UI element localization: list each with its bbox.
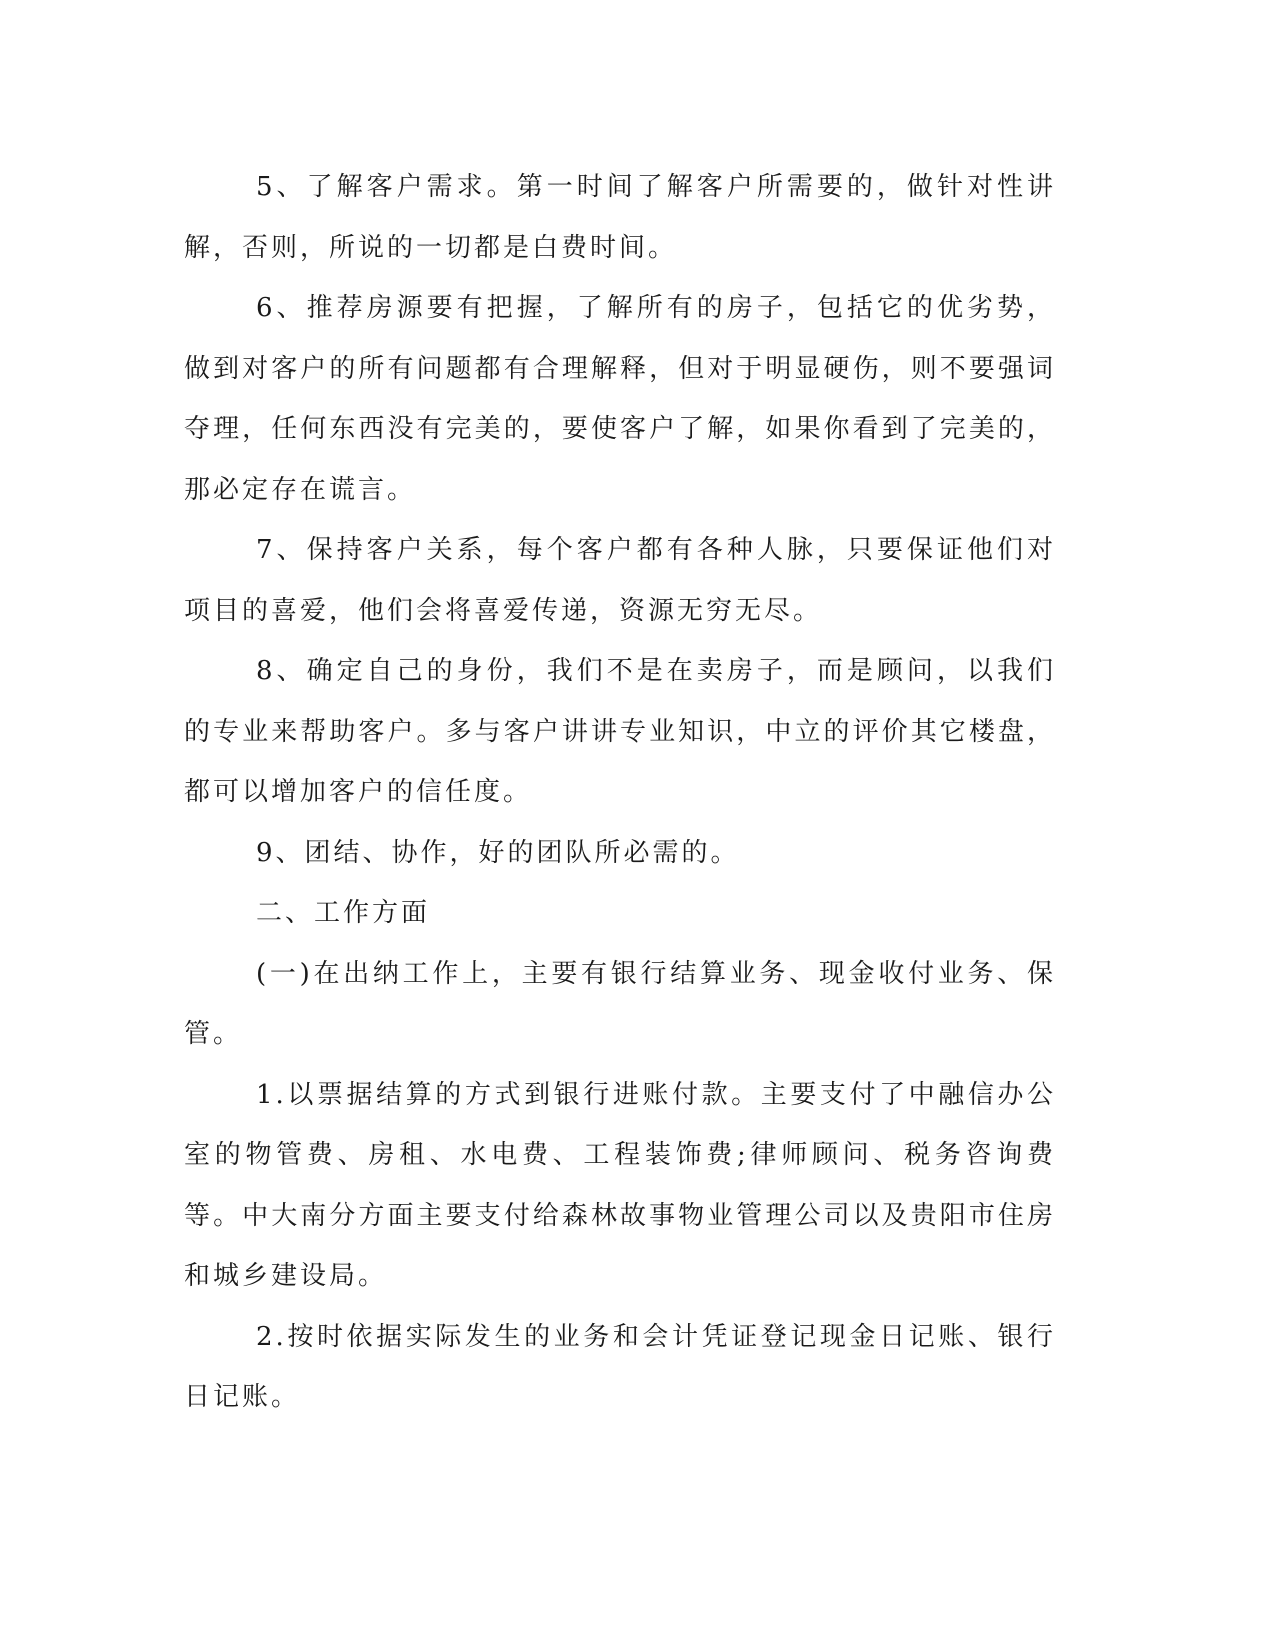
paragraph-cashier-work: (一)在出纳工作上，主要有银行结算业务、现金收付业务、保管。 <box>184 958 1056 1049</box>
paragraph-recommend-listings: 6、推荐房源要有把握，了解所有的房子，包括它的优劣势，做到对客户的所有问题都有合理解释，但对于明显硬伤，则不要强词夺理，任何东西没有完美的，要使客户了解，如果你看到了完美的，那必定存在谎言。 <box>184 293 1056 505</box>
section-heading-work-aspects: 二、工作方面 <box>256 898 431 928</box>
paragraph-understand-customer-needs: 5、了解客户需求。第一时间了解客户所需要的，做针对性讲解，否则，所说的一切都是白费时间。 <box>184 172 1056 263</box>
paragraph-bill-settlement: 1.以票据结算的方式到银行进账付款。主要支付了中融信办公室的物管费、房租、水电费、工程装饰费;律师顾问、税务咨询费等。中大南分方面主要支付给森林故事物业管理公司以及贵阳市住房和城乡建设局。 <box>184 1079 1056 1291</box>
paragraph-teamwork: 9、团结、协作，好的团队所必需的。 <box>256 837 740 868</box>
paragraph-journal-entries: 2.按时依据实际发生的业务和会计凭证登记现金日记账、银行日记账。 <box>184 1321 1056 1412</box>
paragraph-define-identity: 8、确定自己的身份，我们不是在卖房子，而是顾问，以我们的专业来帮助客户。多与客户讲讲专业知识，中立的评价其它楼盘，都可以增加客户的信任度。 <box>184 656 1056 807</box>
document-body <box>184 157 1056 1428</box>
paragraph-maintain-relationships: 7、保持客户关系，每个客户都有各种人脉，只要保证他们对项目的喜爱，他们会将喜爱传递，资源无穷无尽。 <box>184 535 1056 626</box>
